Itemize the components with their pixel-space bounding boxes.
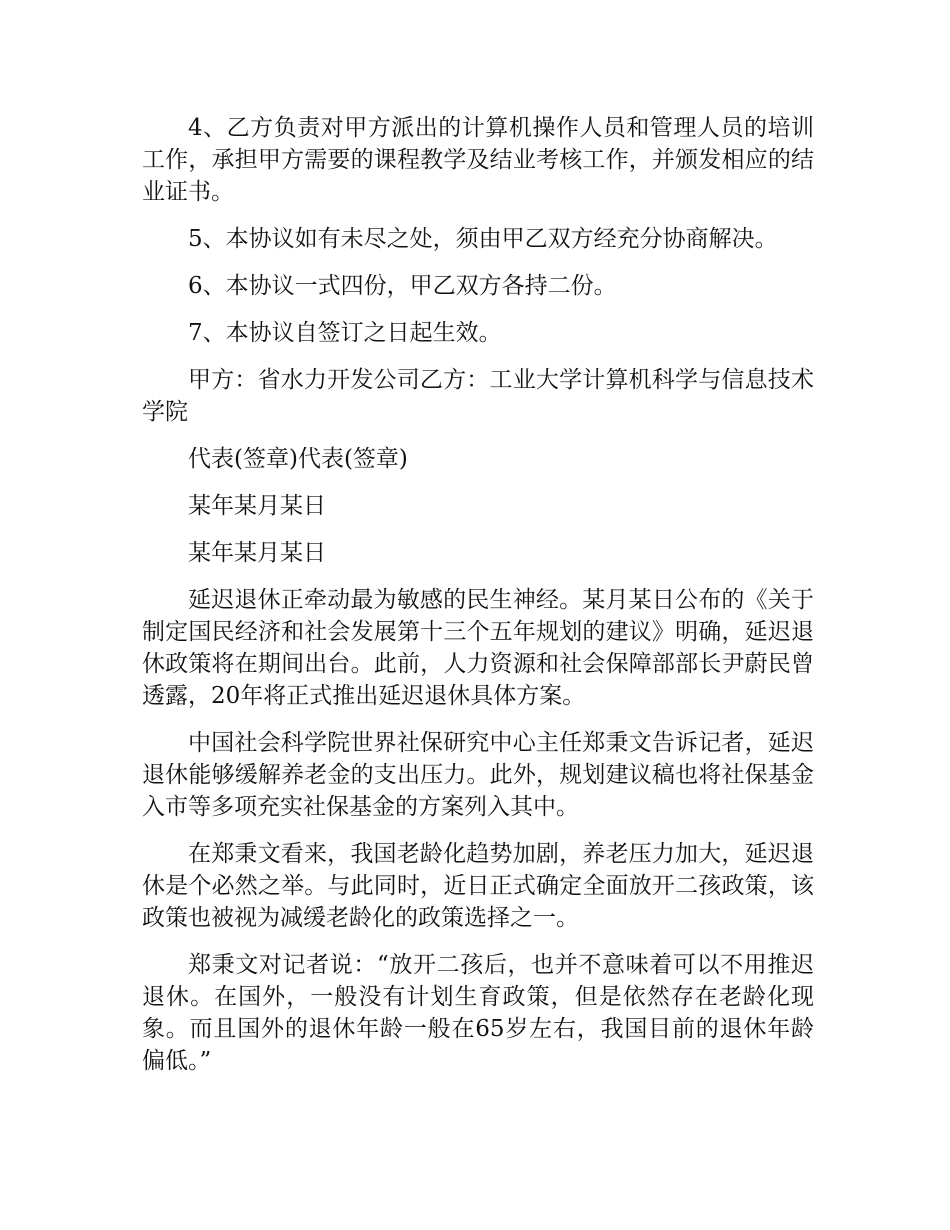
paragraph-date-party-a: 某年某月某日 [188, 493, 326, 519]
paragraph-aging-trend: 在郑秉文看来，我国老龄化趋势加剧，养老压力加大，延迟退休是个必然之举。与此同时，近日正式确定全面放开二孩政策，该政策也被视为减缓老龄化的政策选择之一。 [142, 841, 814, 931]
paragraph-effective-clause: 7、本协议自签订之日起生效。 [188, 320, 502, 346]
paragraph-expert-comment: 中国社会科学院世界社保研究中心主任郑秉文告诉记者，延迟退休能够缓解养老金的支出压力。此外，规划建议稿也将社保基金入市等多项充实社保基金的方案列入其中。 [142, 730, 814, 820]
paragraph-parties: 甲方：省水力开发公司乙方：工业大学计算机科学与信息技术学院 [142, 367, 814, 425]
document-body [142, 112, 814, 1092]
paragraph-date-party-b: 某年某月某日 [188, 540, 326, 566]
paragraph-training-clause: 4、乙方负责对甲方派出的计算机操作人员和管理人员的培训工作，承担甲方需要的课程教学及结业考核工作，并颁发相应的结业证书。 [142, 115, 814, 205]
paragraph-delayed-retirement-intro: 延迟退休正牵动最为敏感的民生神经。某月某日公布的《关于制定国民经济和社会发展第十三个五年规划的建议》明确，延迟退休政策将在期间出台。此前，人力资源和社会保障部部长尹蔚民曾透露，20年将正式推出延迟退休具体方案。 [142, 587, 814, 709]
paragraph-unresolved-clause: 5、本协议如有未尽之处，须由甲乙双方经充分协商解决。 [188, 226, 778, 252]
paragraph-signatures: 代表(签章)代表(签章) [188, 446, 408, 472]
paragraph-quote: 郑秉文对记者说：“放开二孩后，也并不意味着可以不用推迟退休。在国外，一般没有计划生育政策，但是依然存在老龄化现象。而且国外的退休年龄一般在65岁左右，我国目前的退休年龄偏低。” [142, 952, 814, 1074]
paragraph-copies-clause: 6、本协议一式四份，甲乙双方各持二份。 [188, 273, 617, 299]
